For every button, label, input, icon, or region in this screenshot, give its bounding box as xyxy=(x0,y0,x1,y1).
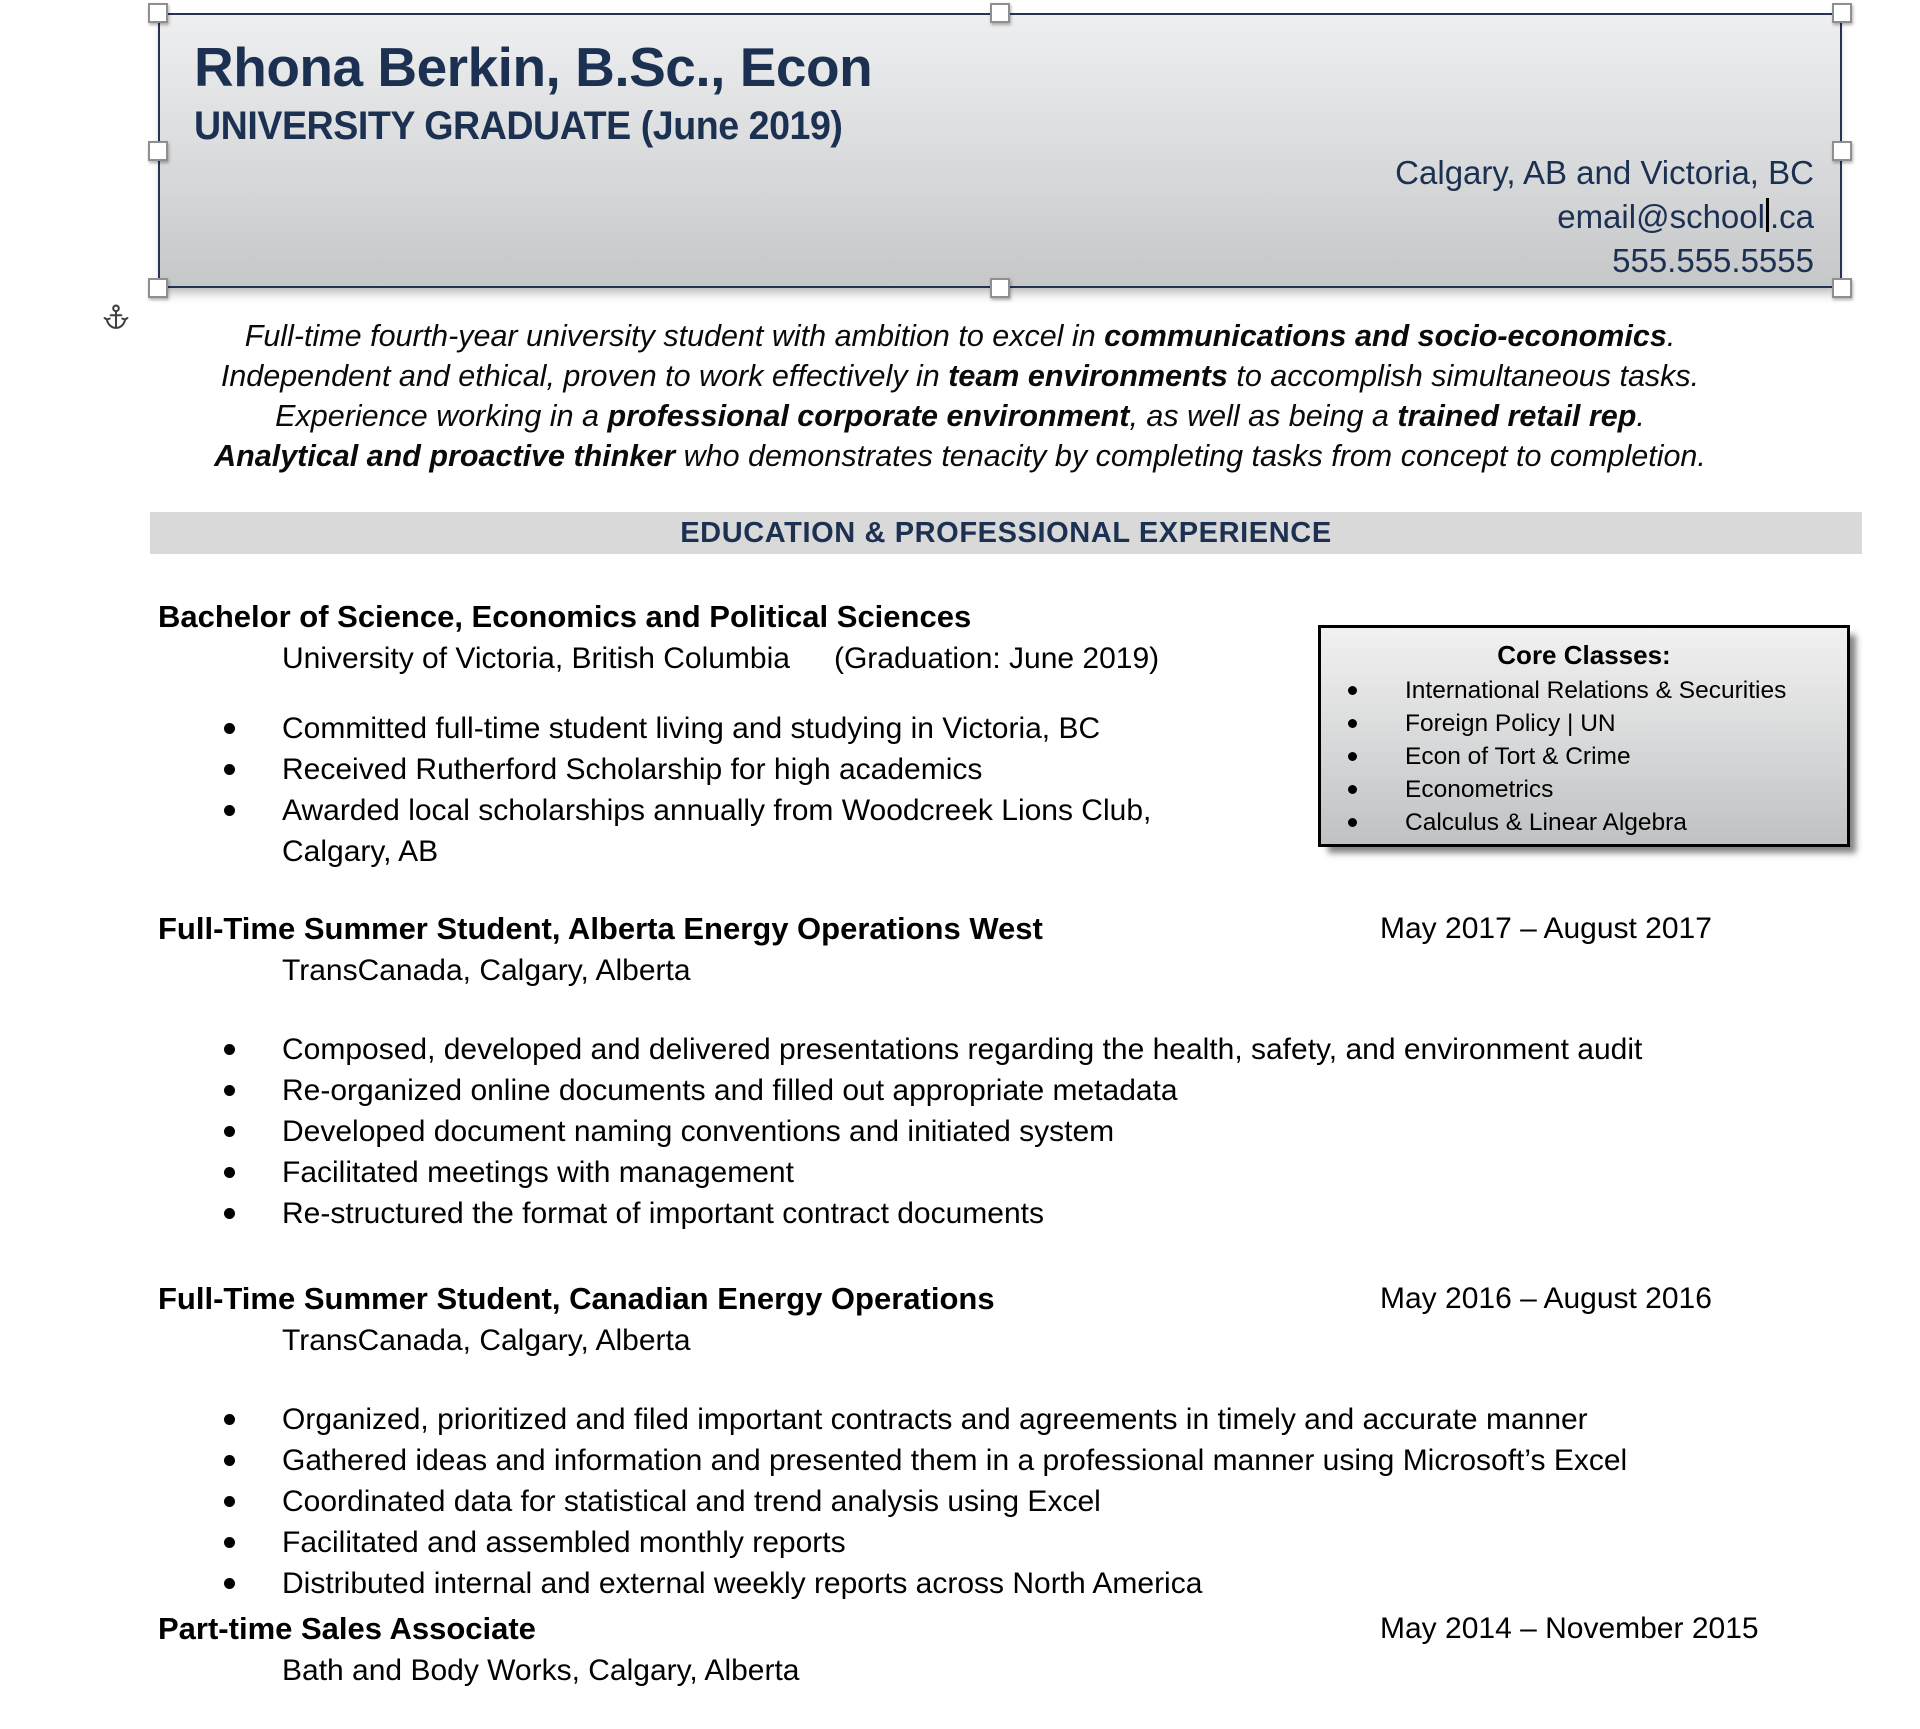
job-bullets xyxy=(222,1029,1802,1234)
education-school: University of Victoria, British Columbia xyxy=(282,642,790,675)
bullet-text: Calculus & Linear Algebra xyxy=(1405,809,1687,836)
bullet-icon xyxy=(224,1085,235,1096)
bullet-text: Coordinated data for statistical and trend analysis using Excel xyxy=(282,1485,1101,1518)
education-school-line xyxy=(282,638,1159,680)
education-bullets xyxy=(222,708,1232,872)
text-cursor xyxy=(1766,198,1769,232)
contact-block xyxy=(1395,151,1814,283)
core-classes-list xyxy=(1321,674,1847,839)
selection-handle-top-right[interactable] xyxy=(1832,3,1852,23)
bullet-icon xyxy=(224,764,235,775)
job-entry xyxy=(158,908,1862,1234)
education-graduation: (Graduation: June 2019) xyxy=(833,642,1160,675)
job-dates: May 2017 – August 2017 xyxy=(1380,912,1712,945)
job-title: Part-time Sales Associate xyxy=(158,1611,536,1646)
bullet-item xyxy=(222,790,1232,872)
job-entry xyxy=(158,1278,1862,1604)
experience-section xyxy=(158,908,1862,1729)
bullet-item xyxy=(222,1111,1802,1152)
summary-line: Full-time fourth-year university student with ambition to excel in communications and socio-economics. xyxy=(244,319,1676,353)
selection-handle-top-left[interactable] xyxy=(148,3,168,23)
bullet-icon xyxy=(1348,686,1357,695)
bullet-item xyxy=(222,749,1232,790)
person-name: Rhona Berkin, B.Sc., Econ xyxy=(194,36,873,98)
bullet-icon xyxy=(224,1455,235,1466)
summary-line: Analytical and proactive thinker who demonstrates tenacity by completing tasks from concept to completion. xyxy=(214,439,1706,473)
summary-line: Experience working in a professional corporate environment, as well as being a trained retail rep. xyxy=(275,399,1645,433)
bullet-text: Facilitated meetings with management xyxy=(282,1156,794,1189)
bullet-text: Received Rutherford Scholarship for high academics xyxy=(282,753,983,786)
bullet-text: Organized, prioritized and filed important contracts and agreements in timely and accurate manner xyxy=(282,1403,1588,1436)
bullet-icon xyxy=(1348,785,1357,794)
bullet-item xyxy=(1321,740,1847,773)
section-header-title: EDUCATION & PROFESSIONAL EXPERIENCE xyxy=(680,516,1332,549)
bullet-icon xyxy=(224,723,235,734)
job-title-row xyxy=(158,908,1862,950)
header-textbox[interactable] xyxy=(158,13,1842,288)
bullet-item xyxy=(222,1070,1802,1111)
bullet-item xyxy=(222,1193,1802,1234)
job-bullets xyxy=(222,1399,1802,1604)
bullet-text: Committed full-time student living and studying in Victoria, BC xyxy=(282,712,1101,745)
selection-handle-bottom-right[interactable] xyxy=(1832,278,1852,298)
bullet-icon xyxy=(224,805,235,816)
bullet-item xyxy=(1321,707,1847,740)
core-classes-title: Core Classes: xyxy=(1497,640,1671,670)
bullet-icon xyxy=(224,1414,235,1425)
bullet-text: Facilitated and assembled monthly reports xyxy=(282,1526,846,1559)
bullet-icon xyxy=(224,1208,235,1219)
education-degree-title: Bachelor of Science, Economics and Political Sciences xyxy=(158,599,972,634)
job-company: TransCanada, Calgary, Alberta xyxy=(282,1324,691,1357)
selection-handle-middle-left[interactable] xyxy=(148,141,168,161)
bullet-text: Re-structured the format of important contract documents xyxy=(282,1197,1044,1230)
job-company: Bath and Body Works, Calgary, Alberta xyxy=(282,1654,800,1687)
bullet-icon xyxy=(224,1537,235,1548)
bullet-item xyxy=(222,1481,1802,1522)
bullet-item xyxy=(222,1152,1802,1193)
bullet-text: International Relations & Securities xyxy=(1405,677,1787,704)
bullet-item xyxy=(222,708,1232,749)
bullet-icon xyxy=(224,1578,235,1589)
job-title: Full-Time Summer Student, Alberta Energy Operations West xyxy=(158,911,1043,946)
bullet-text: Re-organized online documents and filled out appropriate metadata xyxy=(282,1074,1178,1107)
core-classes-textbox[interactable] xyxy=(1318,625,1850,847)
bullet-item xyxy=(222,1440,1802,1481)
selection-handle-middle-right[interactable] xyxy=(1832,141,1852,161)
contact-location: Calgary, AB and Victoria, BC xyxy=(1395,154,1814,191)
bullet-text: Foreign Policy | UN xyxy=(1405,710,1616,737)
bullet-icon xyxy=(224,1044,235,1055)
bullet-item xyxy=(222,1399,1802,1440)
job-dates: May 2014 – November 2015 xyxy=(1380,1612,1759,1645)
job-title-row xyxy=(158,1278,1862,1320)
bullet-item xyxy=(1321,806,1847,839)
bullet-icon xyxy=(224,1167,235,1178)
selection-handle-top-center[interactable] xyxy=(990,3,1010,23)
bullet-text: Econometrics xyxy=(1405,776,1554,803)
bullet-text: Developed document naming conventions and initiated system xyxy=(282,1115,1115,1148)
person-subtitle: UNIVERSITY GRADUATE (June 2019) xyxy=(194,104,843,148)
contact-email: email@school .ca xyxy=(1557,198,1814,235)
bullet-icon xyxy=(224,1496,235,1507)
job-dates: May 2016 – August 2016 xyxy=(1380,1282,1712,1315)
job-title: Full-Time Summer Student, Canadian Energy Operations xyxy=(158,1281,995,1316)
bullet-icon xyxy=(1348,752,1357,761)
bullet-item xyxy=(1321,674,1847,707)
bullet-text: Gathered ideas and information and presented them in a professional manner using Microsoft’s Excel xyxy=(282,1444,1628,1477)
summary-paragraph xyxy=(110,316,1810,476)
bullet-text: Composed, developed and delivered presentations regarding the health, safety, and environment audit xyxy=(282,1033,1643,1066)
selection-handle-bottom-left[interactable] xyxy=(148,278,168,298)
bullet-item xyxy=(222,1563,1802,1604)
job-title-row xyxy=(158,1608,1862,1650)
bullet-icon xyxy=(1348,818,1357,827)
bullet-item xyxy=(222,1029,1802,1070)
bullet-text: Distributed internal and external weekly reports across North America xyxy=(282,1567,1203,1600)
section-header-band xyxy=(150,512,1862,554)
summary-line: Independent and ethical, proven to work effectively in team environments to accomplish simultaneous tasks. xyxy=(220,359,1700,393)
bullet-text: Econ of Tort & Crime xyxy=(1405,743,1631,770)
job-company: TransCanada, Calgary, Alberta xyxy=(282,954,691,987)
bullet-icon xyxy=(224,1126,235,1137)
bullet-item xyxy=(222,1522,1802,1563)
contact-phone: 555.555.5555 xyxy=(1612,242,1814,279)
bullet-item xyxy=(1321,773,1847,806)
bullet-icon xyxy=(1348,719,1357,728)
bullet-text: Awarded local scholarships annually from Woodcreek Lions Club, Calgary, AB xyxy=(282,794,1152,868)
job-entry xyxy=(158,1608,1862,1692)
selection-handle-bottom-center[interactable] xyxy=(990,278,1010,298)
